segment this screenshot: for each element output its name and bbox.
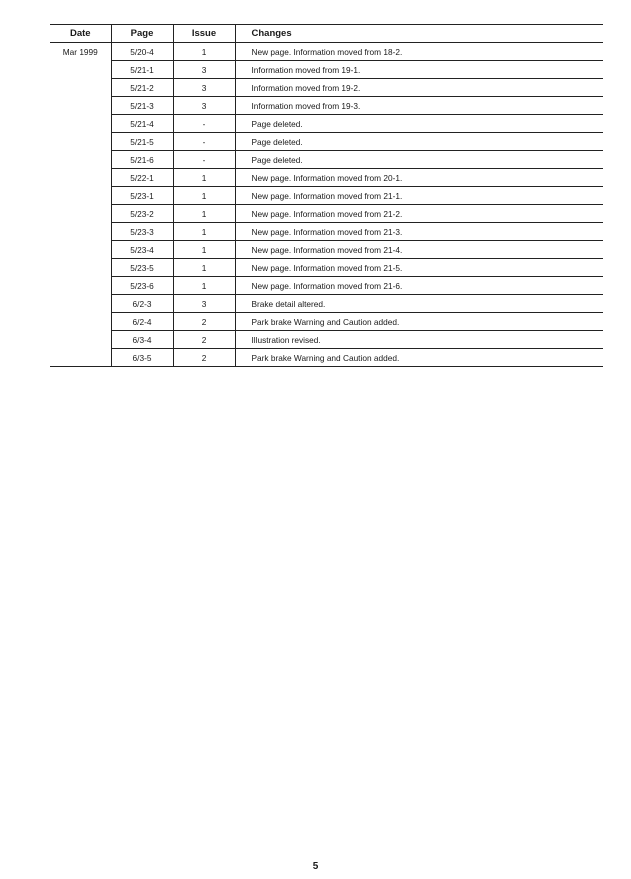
table-row [50,97,603,115]
table-header-row [50,25,603,43]
cell-page: 5/23-4 [111,241,173,259]
cell-page: 6/3-5 [111,349,173,367]
cell-date [50,79,111,97]
table-row [50,205,603,223]
cell-changes: New page. Information moved from 20-1. [235,169,603,187]
table-row [50,187,603,205]
cell-issue: 1 [173,241,235,259]
table-row [50,151,603,169]
cell-date [50,241,111,259]
amendment-record-table [50,24,603,367]
cell-date [50,331,111,349]
header-page: Page [111,25,173,43]
cell-changes: New page. Information moved from 21-2. [235,205,603,223]
cell-issue: 1 [173,277,235,295]
cell-issue: 2 [173,349,235,367]
table-row [50,115,603,133]
cell-changes: New page. Information moved from 21-5. [235,259,603,277]
cell-date [50,115,111,133]
cell-date [50,169,111,187]
cell-page: 6/2-4 [111,313,173,331]
cell-date [50,349,111,367]
table-row [50,241,603,259]
cell-date [50,223,111,241]
cell-page: 5/21-2 [111,79,173,97]
cell-date [50,313,111,331]
table-row [50,349,603,367]
cell-changes: New page. Information moved from 21-1. [235,187,603,205]
cell-date [50,277,111,295]
cell-issue: - [173,151,235,169]
cell-page: 6/3-4 [111,331,173,349]
cell-date [50,205,111,223]
table-row [50,223,603,241]
cell-changes: New page. Information moved from 21-6. [235,277,603,295]
cell-page: 5/21-4 [111,115,173,133]
cell-date [50,295,111,313]
cell-page: 5/21-3 [111,97,173,115]
table-row [50,43,603,61]
cell-issue: 1 [173,43,235,61]
cell-changes: Illustration revised. [235,331,603,349]
cell-issue: 1 [173,187,235,205]
cell-date: Mar 1999 [50,43,111,61]
cell-page: 5/23-6 [111,277,173,295]
table-row [50,313,603,331]
cell-changes: Page deleted. [235,151,603,169]
table-row [50,61,603,79]
cell-changes: New page. Information moved from 18-2. [235,43,603,61]
table-row [50,133,603,151]
cell-changes: Park brake Warning and Caution added. [235,349,603,367]
cell-changes: Page deleted. [235,133,603,151]
table-row [50,169,603,187]
cell-issue: 1 [173,169,235,187]
cell-page: 5/23-5 [111,259,173,277]
cell-date [50,61,111,79]
cell-issue: 3 [173,61,235,79]
cell-page: 5/21-1 [111,61,173,79]
table-row [50,259,603,277]
cell-changes: Park brake Warning and Caution added. [235,313,603,331]
cell-changes: Information moved from 19-3. [235,97,603,115]
cell-page: 6/2-3 [111,295,173,313]
cell-date [50,187,111,205]
header-date: Date [50,25,111,43]
page-number: 5 [312,861,319,872]
cell-issue: 1 [173,205,235,223]
cell-changes: Information moved from 19-2. [235,79,603,97]
cell-page: 5/22-1 [111,169,173,187]
cell-page: 5/21-5 [111,133,173,151]
cell-page: 5/23-3 [111,223,173,241]
cell-page: 5/21-6 [111,151,173,169]
cell-date [50,133,111,151]
cell-issue: 3 [173,295,235,313]
cell-issue: 3 [173,79,235,97]
cell-date [50,151,111,169]
table-body [50,43,603,367]
cell-issue: 1 [173,259,235,277]
cell-issue: 3 [173,97,235,115]
cell-issue: 1 [173,223,235,241]
table-row [50,79,603,97]
cell-changes: New page. Information moved from 21-3. [235,223,603,241]
cell-date [50,259,111,277]
table-row [50,277,603,295]
cell-changes: Page deleted. [235,115,603,133]
cell-issue: - [173,133,235,151]
cell-page: 5/23-2 [111,205,173,223]
table-row [50,331,603,349]
cell-page: 5/23-1 [111,187,173,205]
cell-changes: Brake detail altered. [235,295,603,313]
cell-changes: Information moved from 19-1. [235,61,603,79]
cell-date [50,97,111,115]
cell-issue: 2 [173,313,235,331]
header-changes: Changes [235,25,603,43]
header-issue: Issue [173,25,235,43]
cell-issue: - [173,115,235,133]
cell-issue: 2 [173,331,235,349]
cell-page: 5/20-4 [111,43,173,61]
cell-changes: New page. Information moved from 21-4. [235,241,603,259]
table-row [50,295,603,313]
